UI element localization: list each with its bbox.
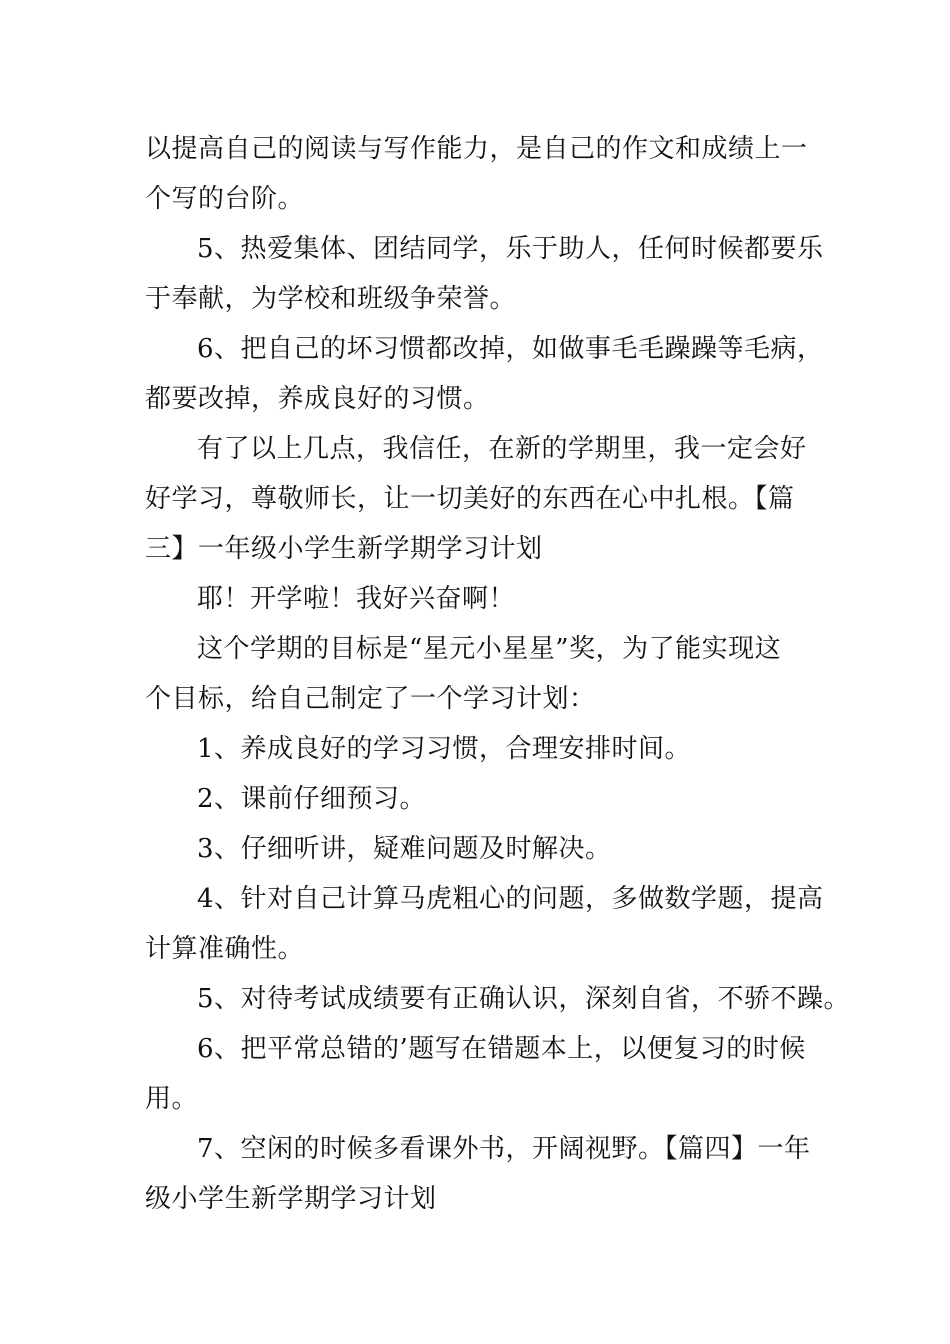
text-line: 好学习，尊敬师长，让一切美好的东西在心中扎根。【篇 [145, 484, 795, 514]
paragraph-goal: 这个学期的目标是“星元小星星”奖，为了能实现这 [197, 634, 782, 664]
text-line: 个写的台阶。 [145, 184, 305, 214]
plan-item-7: 7、空闲的时候多看课外书，开阔视野。【篇四】一年 [197, 1134, 811, 1164]
list-item-5: 5、热爱集体、团结同学，乐于助人，任何时候都要乐 [197, 234, 824, 264]
list-item-6: 6、把自己的坏习惯都改掉，如做事毛毛躁躁等毛病， [197, 334, 824, 364]
paragraph-exclamation: 耶！开学啦！我好兴奋啊！ [197, 584, 516, 614]
text-line: 以提高自己的阅读与写作能力，是自己的作文和成绩上一 [145, 134, 808, 164]
text-line: 都要改掉，养成良好的习惯。 [145, 384, 490, 414]
plan-item-2: 2、课前仔细预习。 [197, 784, 427, 814]
text-line: 计算准确性。 [145, 934, 305, 964]
text-line: 个目标，给自己制定了一个学习计划： [145, 684, 596, 714]
text-line: 于奉献，为学校和班级争荣誉。 [145, 284, 517, 314]
plan-item-1: 1、养成良好的学习习惯，合理安排时间。 [197, 734, 692, 764]
plan-item-4: 4、针对自己计算马虎粗心的问题，多做数学题，提高 [197, 884, 824, 914]
text-line: 用。 [145, 1084, 199, 1114]
plan-item-3: 3、仔细听讲，疑难问题及时解决。 [197, 834, 612, 864]
plan-item-6: 6、把平常总错的’题写在错题本上，以便复习的时候 [197, 1034, 806, 1064]
plan-item-5: 5、对待考试成绩要有正确认识，深刻自省，不骄不躁。 [197, 984, 851, 1014]
document-body [145, 124, 851, 1224]
section-heading-3: 三】一年级小学生新学期学习计划 [145, 534, 543, 564]
section-heading-4: 级小学生新学期学习计划 [145, 1184, 437, 1214]
paragraph-conclusion: 有了以上几点，我信任，在新的学期里，我一定会好 [197, 434, 807, 464]
